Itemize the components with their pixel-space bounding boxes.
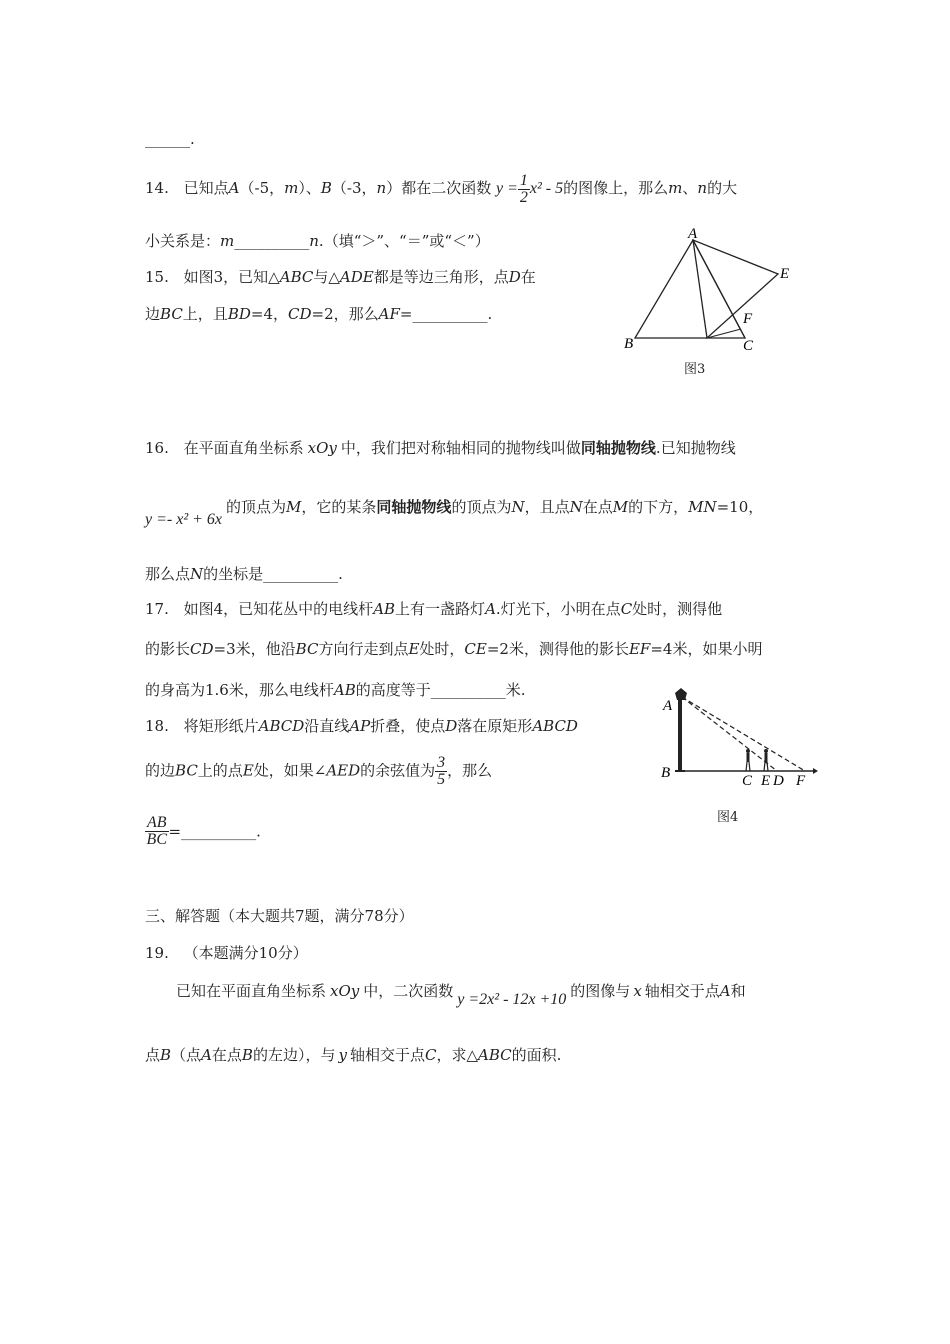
q19-text: 的面积. <box>511 1046 562 1064</box>
q18-var: ABCD <box>258 717 305 735</box>
q15-text: 上，且 <box>182 305 228 323</box>
q16-text: ，且点 <box>524 498 570 516</box>
q16-text: 在平面直角坐标系 <box>183 439 304 457</box>
frac-numerator: 3 <box>437 754 446 771</box>
q18-text: 沿直线 <box>304 717 350 735</box>
q14-var: B <box>320 179 332 198</box>
q18-line1 <box>145 715 578 736</box>
q19-text: 在点 <box>211 1046 242 1064</box>
q17-text: 处时， <box>419 640 465 658</box>
q14-text: .（填“＞”、“＝”或“＜”） <box>318 232 490 250</box>
fig3-label-C: C <box>743 338 754 352</box>
q18-text: 折叠，使点 <box>370 717 446 735</box>
q18-text: 的边 <box>145 761 176 780</box>
q16-line1 <box>145 437 736 458</box>
q14-line2 <box>145 230 490 251</box>
q15-text: 如图3，已知△ <box>183 268 280 286</box>
q19-score: （本题满分10分） <box>183 944 308 962</box>
q19-var: xOy <box>330 982 360 1000</box>
figure-3-caption: 图3 <box>684 362 706 377</box>
q17-var: AB <box>333 681 356 699</box>
q16-var: xOy <box>307 439 337 457</box>
q15-text: 都是等边三角形，点 <box>373 268 509 286</box>
q15-number: 15. <box>145 268 169 286</box>
q18-text: 的余弦值为 <box>360 761 436 780</box>
q19-function: y =2x² - 12x +10 <box>457 991 567 1008</box>
q17-text: =3米，他沿 <box>213 640 296 658</box>
q14-var: m <box>668 179 683 198</box>
frac-numerator: AB <box>147 814 167 831</box>
q14-var: n <box>376 179 387 198</box>
q17-line1 <box>145 598 722 619</box>
q15-var: BD <box>227 305 251 323</box>
q19-var: y <box>338 1046 347 1064</box>
q19-line2 <box>145 1044 561 1065</box>
q15-var: AF <box>378 305 400 323</box>
q19-text: 轴相交于点 <box>349 1046 425 1064</box>
q18-cos-fraction <box>435 755 447 788</box>
fig4-label-F: F <box>796 773 806 789</box>
q16-var: N <box>190 565 204 583</box>
fig3-label-F: F <box>743 311 753 327</box>
frac-denominator: 5 <box>437 771 446 788</box>
q14-line1 <box>145 173 737 206</box>
q19-text: 点 <box>145 1046 161 1064</box>
figure-4-diagram <box>655 685 825 790</box>
q17-text: 处时，测得他 <box>632 600 723 618</box>
q16-text: 的顶点为 <box>226 498 287 516</box>
q17-var: CD <box>190 640 214 658</box>
q17-text: 方向行走到点 <box>318 640 409 658</box>
q15-text: =4， <box>250 305 288 323</box>
q17-text: 上有一盏路灯 <box>395 600 486 618</box>
q19-line1 <box>176 980 746 1008</box>
q16-line2 <box>145 496 764 528</box>
q16-text: =10， <box>716 498 764 516</box>
figure-3-diagram <box>610 222 810 352</box>
q18-answer-blank: =__________. <box>168 822 261 841</box>
q14-answer-blank: __________ <box>234 232 310 250</box>
q19-number: 19. <box>145 944 169 962</box>
q14-text: 小关系是： <box>145 232 221 250</box>
q15-text: =2，那么 <box>311 305 379 323</box>
fig4-label-A: A <box>663 698 673 714</box>
q15-var: D <box>508 268 521 286</box>
q16-var: M <box>612 498 629 516</box>
q19-var: A <box>719 982 731 1000</box>
q15-text: =__________. <box>399 305 493 323</box>
q17-var: AB <box>373 600 396 618</box>
fig4-label-C: C <box>742 773 753 789</box>
section-3-heading: 三、解答题（本大题共7题，满分78分） <box>145 907 414 925</box>
q16-var: N <box>569 498 583 516</box>
q18-text: 上的点 <box>197 761 243 780</box>
q15-text: 在 <box>520 268 536 286</box>
q17-var: BC <box>295 640 319 658</box>
frac-numerator: 1 <box>519 172 528 189</box>
q14-text: 、 <box>682 179 698 198</box>
q14-var: A <box>228 179 240 198</box>
q17-var: A <box>485 600 496 618</box>
q15-var: ADE <box>339 268 374 286</box>
q16-text: .已知抛物线 <box>655 439 736 457</box>
q15-text: 与△ <box>313 268 340 286</box>
q16-var: N <box>511 498 525 516</box>
q17-text: 的高度等于__________米. <box>355 681 526 699</box>
q19-text: （点 <box>171 1046 202 1064</box>
q19-var: C <box>424 1046 437 1064</box>
q14-var: n <box>697 179 708 198</box>
q14-text: 的大 <box>707 179 738 198</box>
q17-number: 17. <box>145 600 169 618</box>
q16-function: y =- x² + 6x <box>145 511 223 528</box>
q17-text: =4米，如果小明 <box>650 640 763 658</box>
q16-term: 同轴抛物线 <box>580 439 656 457</box>
q14-text: ）、 <box>298 179 321 198</box>
q19-text: 的左边），与 <box>252 1046 336 1064</box>
q19-text: 的图像与 <box>570 982 631 1000</box>
q16-var: M <box>286 498 302 516</box>
q16-text: 的下方， <box>628 498 689 516</box>
q17-var: CE <box>464 640 487 658</box>
q16-text: 的坐标是__________. <box>203 565 343 583</box>
q17-var: EF <box>628 640 651 658</box>
q18-text: 处，如果∠ <box>253 761 327 780</box>
q14-var: m <box>284 179 299 198</box>
q19-var: A <box>201 1046 212 1064</box>
q16-term: 同轴抛物线 <box>376 498 452 516</box>
q15-var: BC <box>160 305 183 323</box>
q14-var: m <box>220 232 235 250</box>
fig3-label-E: E <box>780 266 790 282</box>
top-blank: ______. <box>145 130 195 148</box>
q15-line2 <box>145 303 492 324</box>
q15-line1 <box>145 266 536 287</box>
q16-text: 中，我们把对称轴相同的抛物线叫做 <box>340 439 581 457</box>
figure-4-caption: 图4 <box>717 810 739 825</box>
q17-text: 的影长 <box>145 640 191 658</box>
q18-text: 将矩形纸片 <box>183 717 259 735</box>
q19-var: B <box>160 1046 172 1064</box>
q18-var: ABCD <box>532 717 578 735</box>
q19-var: x <box>633 982 642 1000</box>
fig3-label-B: B <box>624 336 634 352</box>
q19-text: 轴相交于点 <box>644 982 720 1000</box>
q16-text: ，它的某条 <box>301 498 377 516</box>
q16-line3 <box>145 563 343 584</box>
q17-line3 <box>145 679 526 700</box>
q17-var: C <box>620 600 633 618</box>
q18-text: ，那么 <box>447 761 493 780</box>
frac-denominator: 2 <box>519 189 528 206</box>
q18-line3 <box>145 815 261 848</box>
q14-number: 14. <box>145 179 169 198</box>
q16-number: 16. <box>145 439 169 457</box>
fig4-label-B: B <box>661 765 671 781</box>
q15-var: ABC <box>279 268 314 286</box>
q17-line2 <box>145 638 762 659</box>
q18-var: AP <box>349 717 371 735</box>
q19-text: 和 <box>730 982 746 1000</box>
q15-var: CD <box>288 305 312 323</box>
q19-var: B <box>241 1046 253 1064</box>
q17-var: E <box>408 640 420 658</box>
q18-number: 18. <box>145 717 169 735</box>
q18-var: E <box>242 761 254 780</box>
q14-function: y = $\frac{1}{2}$ x² - 5 <box>496 172 564 206</box>
fig4-label-E: E <box>761 773 771 789</box>
q16-text: 的顶点为 <box>451 498 512 516</box>
q18-var: BC <box>175 761 198 780</box>
q14-text: ）都在二次函数 <box>386 179 492 198</box>
q18-line2 <box>145 755 492 788</box>
q14-text: 的图像上，那么 <box>563 179 669 198</box>
q14-text: 已知点 <box>183 179 229 198</box>
q14-var: n <box>309 232 319 250</box>
q18-ratio-fraction <box>145 815 169 848</box>
q19-text: 中，二次函数 <box>363 982 454 1000</box>
q18-text: 落在原矩形 <box>457 717 533 735</box>
q17-text: .灯光下，小明在点 <box>495 600 621 618</box>
fig3-label-A: A <box>688 226 698 242</box>
frac-denominator: BC <box>146 831 167 848</box>
q14-text: （-5， <box>239 179 285 198</box>
q19-text: 已知在平面直角坐标系 <box>176 982 327 1000</box>
q18-var: AED <box>326 761 361 780</box>
q19-var: ABC <box>478 1046 512 1064</box>
q17-text: =2米，测得他的影长 <box>486 640 629 658</box>
q14-text: （-3， <box>331 179 377 198</box>
q19-text: ，求△ <box>436 1046 478 1064</box>
q16-text: 那么点 <box>145 565 191 583</box>
q19-header <box>145 942 308 963</box>
q18-var: D <box>445 717 458 735</box>
q17-text: 的身高为1.6米，那么电线杆 <box>145 681 334 699</box>
q16-text: 在点 <box>582 498 613 516</box>
q15-text: 边 <box>145 305 161 323</box>
q16-var: MN <box>688 498 717 516</box>
fig4-label-D: D <box>773 773 784 789</box>
q17-text: 如图4，已知花丛中的电线杆 <box>183 600 374 618</box>
